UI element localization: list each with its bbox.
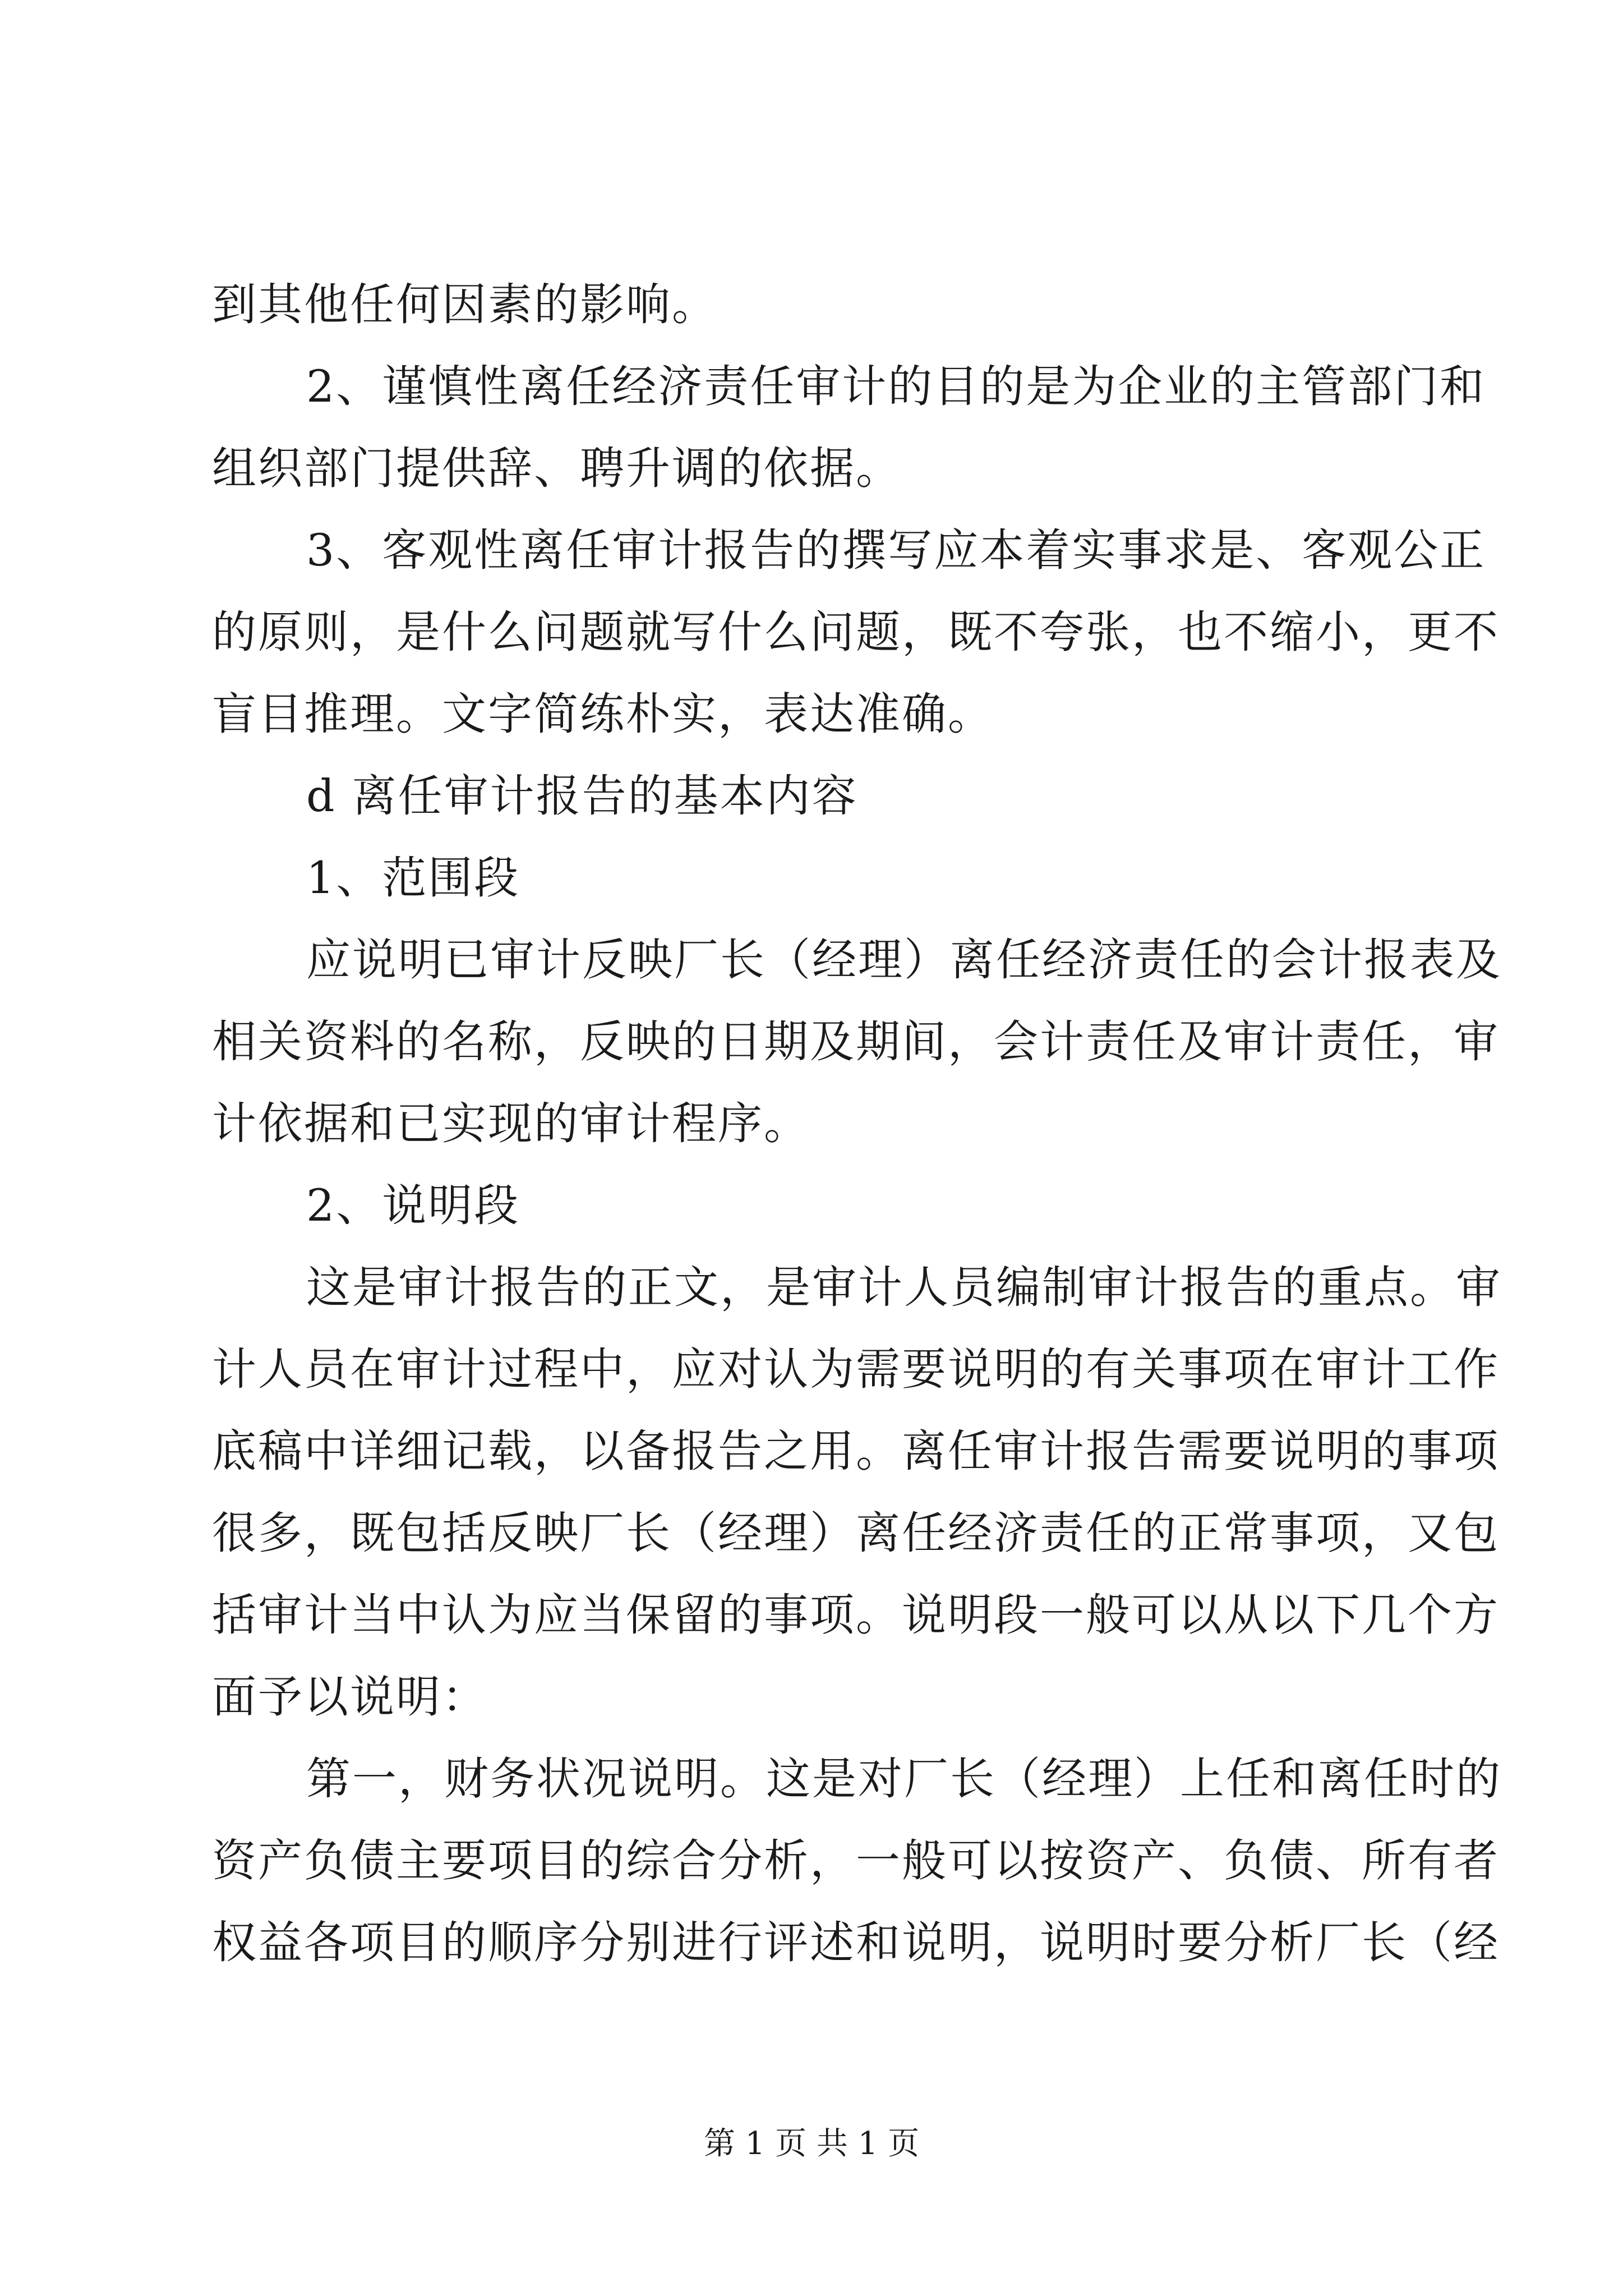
- text-line: 计人员在审计过程中，应对认为需要说明的有关事项在审计工作: [212, 1343, 1500, 1395]
- text-line: 1、范围段: [306, 852, 520, 904]
- text-line: 的原则，是什么问题就写什么问题，既不夸张，也不缩小，更不: [212, 606, 1500, 658]
- text-line: d 离任审计报告的基本内容: [306, 770, 858, 822]
- text-line: 3、客观性离任审计报告的撰写应本着实事求是、客观公正: [306, 524, 1486, 576]
- text-line: 2、说明段: [306, 1180, 520, 1231]
- text-line: 2、谨慎性离任经济责任审计的目的是为企业的主管部门和: [306, 361, 1486, 412]
- document-body: [212, 264, 1502, 1984]
- text-line: 第一，财务状况说明。这是对厂长（经理）上任和离任时的: [306, 1753, 1502, 1805]
- page-footer: 第 1 页 共 1 页: [703, 2125, 920, 2162]
- text-line: 资产负债主要项目的综合分析，一般可以按资产、负债、所有者: [212, 1835, 1500, 1887]
- text-line: 到其他任何因素的影响。: [212, 279, 718, 330]
- text-line: 权益各项目的顺序分别进行评述和说明，说明时要分析厂长（经: [212, 1917, 1500, 1968]
- text-line: 应说明已审计反映厂长（经理）离任经济责任的会计报表及: [306, 934, 1502, 986]
- text-line: 面予以说明：: [212, 1671, 488, 1723]
- text-line: 很多，既包括反映厂长（经理）离任经济责任的正常事项，又包: [212, 1507, 1500, 1559]
- text-line: 相关资料的名称，反映的日期及期间，会计责任及审计责任，审: [212, 1016, 1500, 1068]
- text-line: 括审计当中认为应当保留的事项。说明段一般可以从以下几个方: [212, 1589, 1500, 1641]
- text-line: 计依据和已实现的审计程序。: [212, 1098, 810, 1149]
- text-line: 组织部门提供辞、聘升调的依据。: [212, 443, 902, 494]
- text-line: 底稿中详细记载，以备报告之用。离任审计报告需要说明的事项: [212, 1425, 1500, 1477]
- text-line: 这是审计报告的正文，是审计人员编制审计报告的重点。审: [306, 1262, 1502, 1313]
- text-line: 盲目推理。文字简练朴实，表达准确。: [212, 688, 994, 740]
